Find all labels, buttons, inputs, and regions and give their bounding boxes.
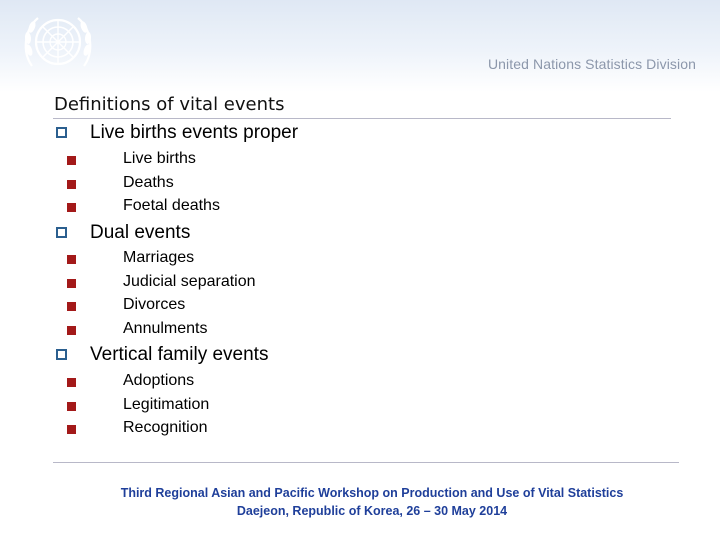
square-bullet-icon [67, 156, 76, 165]
square-bullet-icon [67, 402, 76, 411]
section-label: Vertical family events [90, 344, 269, 365]
footer-event-location: Daejeon, Republic of Korea, 26 – 30 May 2014 [236, 504, 508, 518]
title-divider [53, 118, 671, 119]
square-bullet-icon [67, 326, 76, 335]
item-label: Deaths [123, 173, 174, 191]
section-label: Dual events [90, 222, 191, 243]
item-label: Adoptions [123, 372, 195, 389]
checkbox-bullet-icon [56, 349, 67, 360]
square-bullet-icon [67, 279, 76, 288]
checkbox-bullet-icon [56, 227, 67, 238]
square-bullet-icon [67, 255, 76, 264]
item-label: Live births [123, 150, 196, 167]
item-label: Marriages [123, 249, 195, 266]
item-label: Recognition [123, 419, 208, 436]
item-label: Foetal deaths [123, 197, 220, 214]
footer-event-title: Third Regional Asian and Pacific Workshop on Production and Use of Vital Statistics [120, 486, 624, 500]
item-label: Divorces [123, 296, 186, 313]
checkbox-bullet-icon [56, 127, 67, 138]
slide-title: Definitions of vital events [54, 94, 285, 115]
header-band [0, 0, 720, 92]
square-bullet-icon [67, 203, 76, 212]
item-label: Judicial separation [123, 272, 256, 290]
square-bullet-icon [67, 425, 76, 434]
item-label: Annulments [123, 319, 208, 337]
square-bullet-icon [67, 180, 76, 189]
footer-divider [53, 462, 679, 463]
organization-name: United Nations Statistics Division [487, 56, 696, 72]
footer [0, 484, 720, 520]
square-bullet-icon [67, 378, 76, 387]
item-label: Legitimation [123, 395, 210, 413]
square-bullet-icon [67, 302, 76, 311]
un-emblem-icon [18, 8, 98, 78]
section-label: Live births events proper [90, 122, 299, 143]
